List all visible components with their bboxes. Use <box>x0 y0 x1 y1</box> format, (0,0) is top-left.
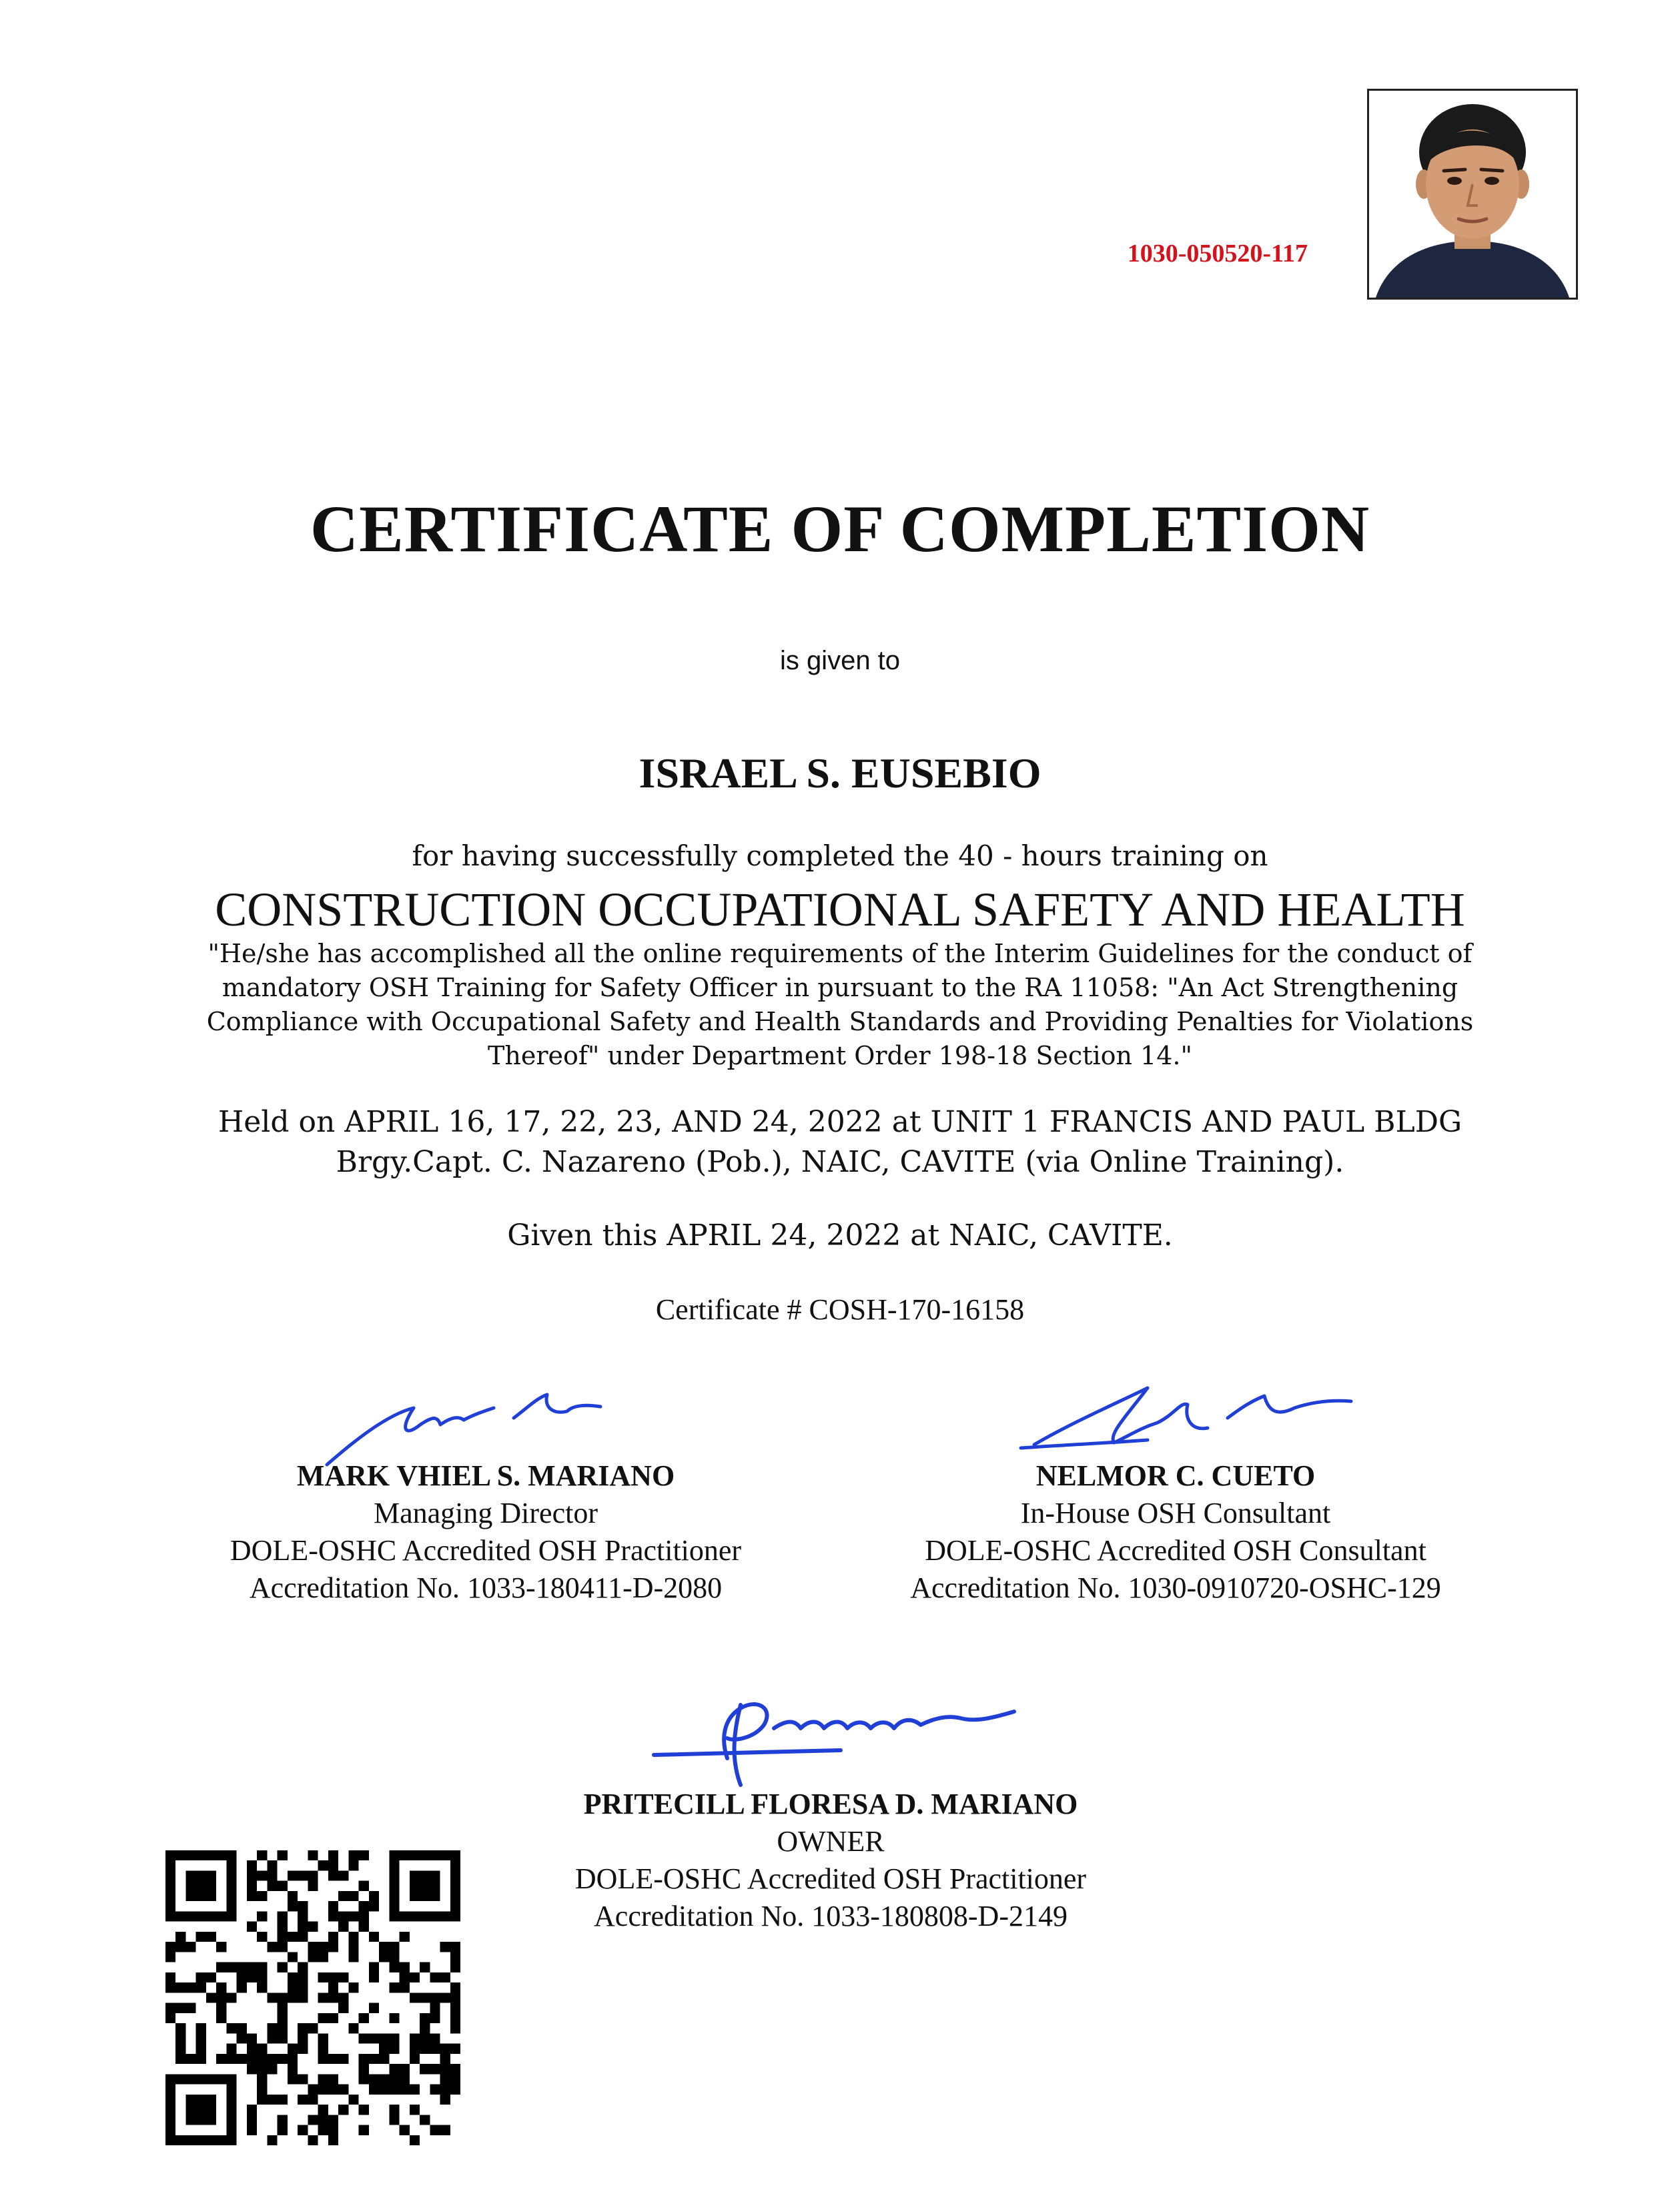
signatory-role: OWNER <box>777 1825 885 1858</box>
held-line: Brgy.Capt. C. Nazareno (Pob.), NAIC, CAVITE (via Online Training). <box>336 1145 1344 1179</box>
signatory-accreditation-no: Accreditation No. 1033-180808-D-2149 <box>594 1900 1068 1932</box>
person-photo-icon <box>1369 91 1576 298</box>
signature-icon <box>641 1692 1027 1792</box>
signatory-owner <box>497 1786 1164 1935</box>
signatory-role: In-House OSH Consultant <box>1020 1497 1331 1529</box>
given-date: Given this APRIL 24, 2022 at NAIC, CAVITE. <box>507 1218 1173 1252</box>
signatory-accreditation-type: DOLE-OSHC Accredited OSH Consultant <box>925 1534 1426 1567</box>
signatory-name: PRITECILL FLORESA D. MARIANO <box>583 1788 1078 1820</box>
completion-text: for having successfully completed the 40 - hours training on <box>412 839 1268 872</box>
quote-line: Compliance with Occupational Safety and Health Standards and Providing Penalties for Violations <box>206 1007 1474 1036</box>
signatory-consultant <box>842 1457 1509 1607</box>
signatory-accreditation-type: DOLE-OSHC Accredited OSH Practitioner <box>574 1862 1087 1895</box>
quote-line: mandatory OSH Training for Safety Officer in pursuant to the RA 11058: "An Act Strengthening <box>222 973 1458 1002</box>
quote-line: Thereof" under Department Order 198-18 Section 14." <box>488 1041 1192 1070</box>
training-venue <box>153 1102 1527 1182</box>
recipient-name: ISRAEL S. EUSEBIO <box>639 749 1041 797</box>
recipient-photo <box>1367 89 1578 300</box>
signature-icon <box>314 1388 620 1468</box>
held-line: Held on APRIL 16, 17, 22, 23, AND 24, 2022 at UNIT 1 FRANCIS AND PAUL BLDG <box>218 1105 1462 1139</box>
signatory-name: NELMOR C. CUETO <box>1035 1459 1316 1492</box>
guideline-quote <box>153 937 1527 1073</box>
signatory-accreditation-type: DOLE-OSHC Accredited OSH Practitioner <box>230 1534 742 1567</box>
qr-code-icon[interactable] <box>165 1850 460 2145</box>
certificate-number: Certificate # COSH-170-16158 <box>655 1293 1025 1326</box>
quote-line: "He/she has accomplished all the online requirements of the Interim Guidelines for the conduct of <box>207 939 1473 968</box>
course-title: CONSTRUCTION OCCUPATIONAL SAFETY AND HEALTH <box>215 883 1465 936</box>
signature-icon <box>1014 1381 1361 1461</box>
given-to-label: is given to <box>779 646 901 675</box>
control-number: 1030-050520-117 <box>1127 240 1308 268</box>
signatory-accreditation-no: Accreditation No. 1030-0910720-OSHC-129 <box>910 1571 1441 1604</box>
signatory-name: MARK VHIEL S. MARIANO <box>296 1459 675 1492</box>
signatory-managing-director <box>152 1457 819 1607</box>
signatory-accreditation-no: Accreditation No. 1033-180411-D-2080 <box>249 1571 723 1604</box>
signatory-role: Managing Director <box>374 1497 598 1529</box>
certificate-title: CERTIFICATE OF COMPLETION <box>310 492 1370 566</box>
